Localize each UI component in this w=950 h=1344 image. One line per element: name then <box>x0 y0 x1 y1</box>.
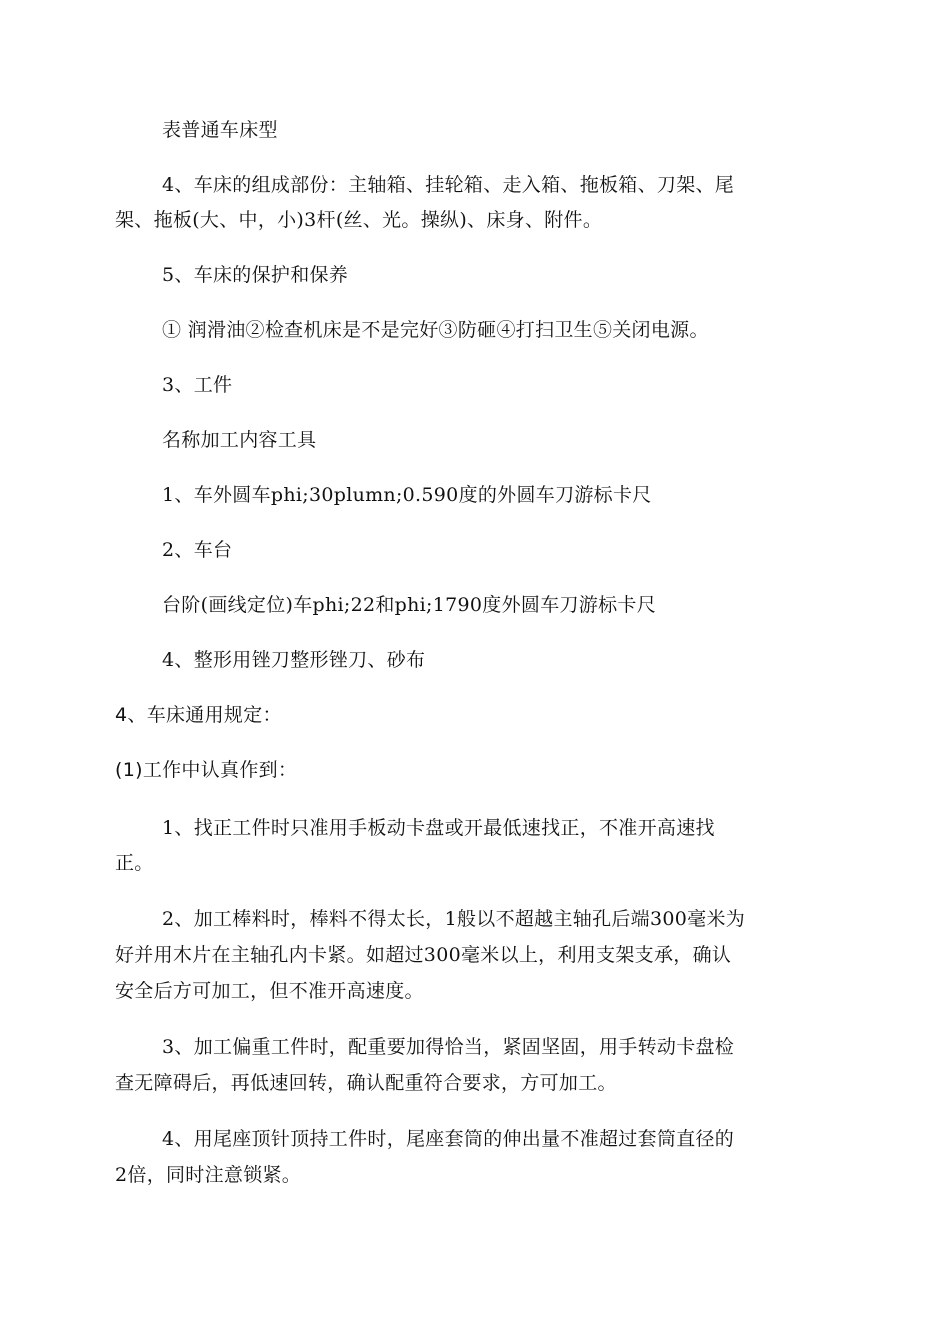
table-header-line: 名称加工内容工具 <box>162 429 317 451</box>
outer-turning-line: 1、车外圆车phi;30plumn;0.590度的外圆车刀游标卡尺 <box>162 484 652 506</box>
rule-1-line-1: 1、找正工件时只准用手板动卡盘或开最低速找正，不准开高速找 <box>162 817 715 839</box>
lathe-components-line-1: 4、车床的组成部份：主轴箱、挂轮箱、走入箱、拖板箱、刀架、尾 <box>162 174 735 196</box>
rule-4-line-1: 4、用尾座顶针顶持工件时，尾座套筒的伸出量不准超过套筒直径的 <box>162 1128 735 1150</box>
rule-2-line-3: 安全后方可加工，但不准开高速度。 <box>115 980 424 1002</box>
step-turning-heading: 2、车台 <box>162 539 233 561</box>
shaping-line: 4、整形用锉刀整形锉刀、砂布 <box>162 649 426 671</box>
workpiece-heading: 3、工件 <box>162 374 233 396</box>
step-turning-line: 台阶(画线定位)车phi;22和phi;1790度外圆车刀游标卡尺 <box>162 594 657 616</box>
maintenance-steps: ① 润滑油②检查机床是不是完好③防砸④打扫卫生⑤关闭电源。 <box>162 319 709 341</box>
rule-1-line-2: 正。 <box>115 852 154 874</box>
maintenance-heading: 5、车床的保护和保养 <box>162 264 349 286</box>
lathe-type-heading: 表普通车床型 <box>162 119 278 141</box>
rule-2-line-1: 2、加工棒料时，棒料不得太长，1般以不超越主轴孔后端300毫米为 <box>162 908 746 930</box>
general-rules-heading: 4、车床通用规定： <box>115 704 282 726</box>
rule-2-line-2: 好并用木片在主轴孔内卡紧。如超过300毫米以上，利用支架支承，确认 <box>115 944 732 966</box>
rule-3-line-2: 查无障碍后，再低速回转，确认配重符合要求，方可加工。 <box>115 1072 617 1094</box>
work-requirements-heading: (1)工作中认真作到： <box>115 759 298 781</box>
rule-4-line-2: 2倍，同时注意锁紧。 <box>115 1164 302 1186</box>
lathe-components-line-2: 架、拖板(大、中，小)3杆(丝、光。操纵)、床身、附件。 <box>115 209 603 231</box>
rule-3-line-1: 3、加工偏重工件时，配重要加得恰当，紧固坚固，用手转动卡盘检 <box>162 1036 735 1058</box>
